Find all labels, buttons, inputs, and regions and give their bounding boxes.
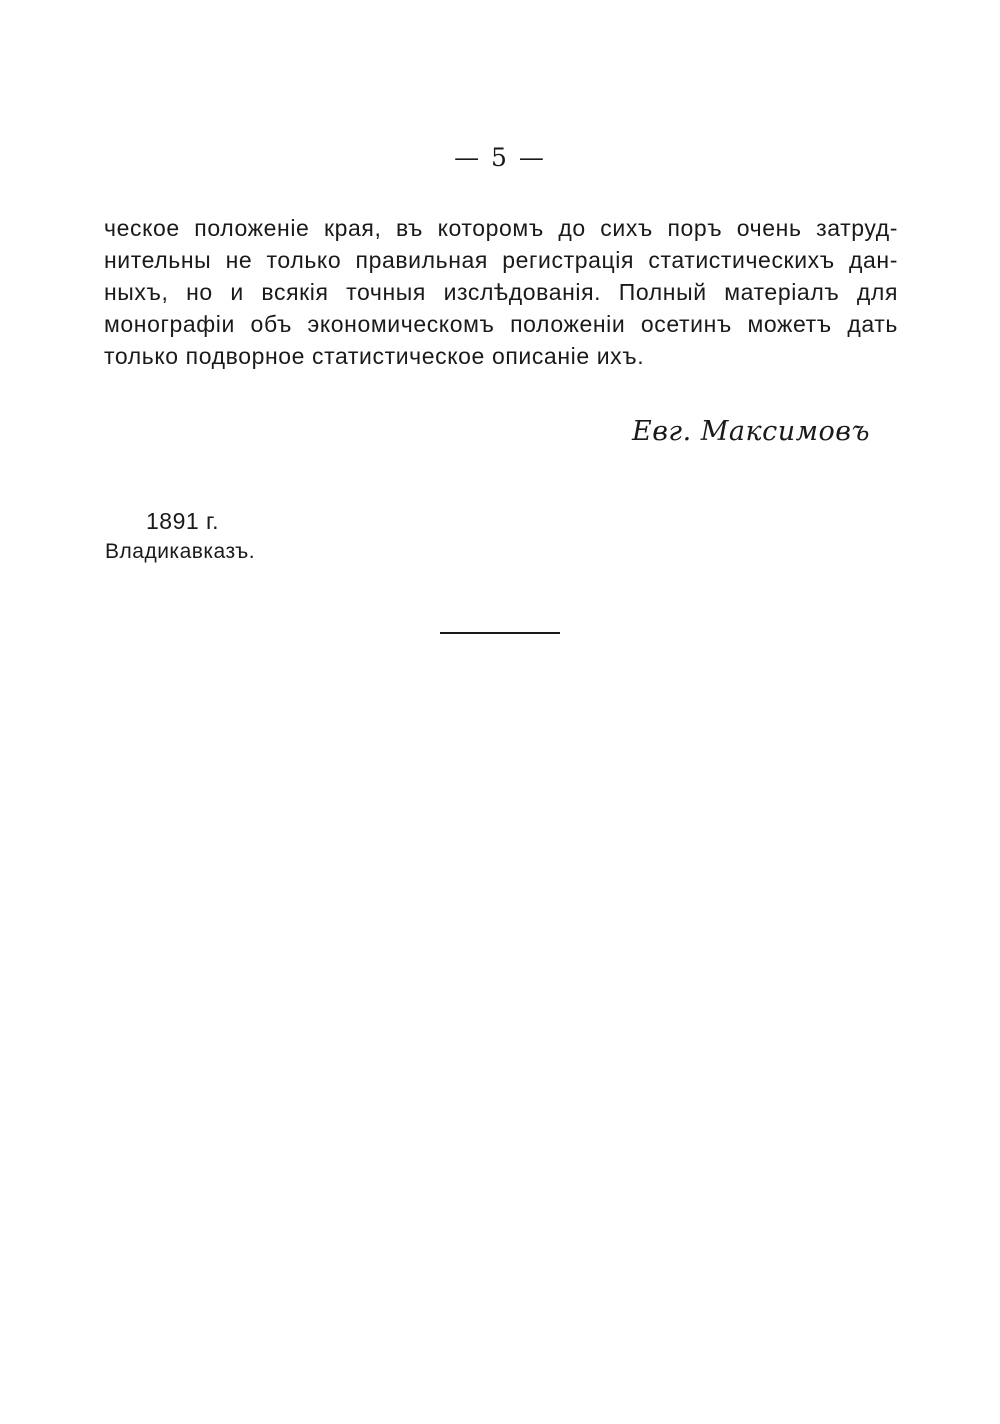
page-number: — 5 — <box>454 143 546 172</box>
author-signature: Евг. Максимовъ <box>632 416 870 447</box>
place-name: Владикавказъ. <box>105 540 256 563</box>
text-line: только подворное статистическое описаніе ихъ. <box>104 343 645 369</box>
end-rule-divider <box>440 632 560 634</box>
text-line: монографіи объ экономическомъ положеніи осетинъ можетъ дать <box>104 311 898 337</box>
text-line: нительны не только правильная регистрація статистическихъ дан- <box>104 247 898 273</box>
text-line: ныхъ, но и всякія точныя изслѣдованія. Полный матеріалъ для <box>104 279 898 305</box>
text-line: ческое положеніе края, въ которомъ до сихъ поръ очень затруд- <box>104 215 898 241</box>
body-paragraph <box>104 212 898 372</box>
date-year: 1891 г. <box>146 508 220 534</box>
